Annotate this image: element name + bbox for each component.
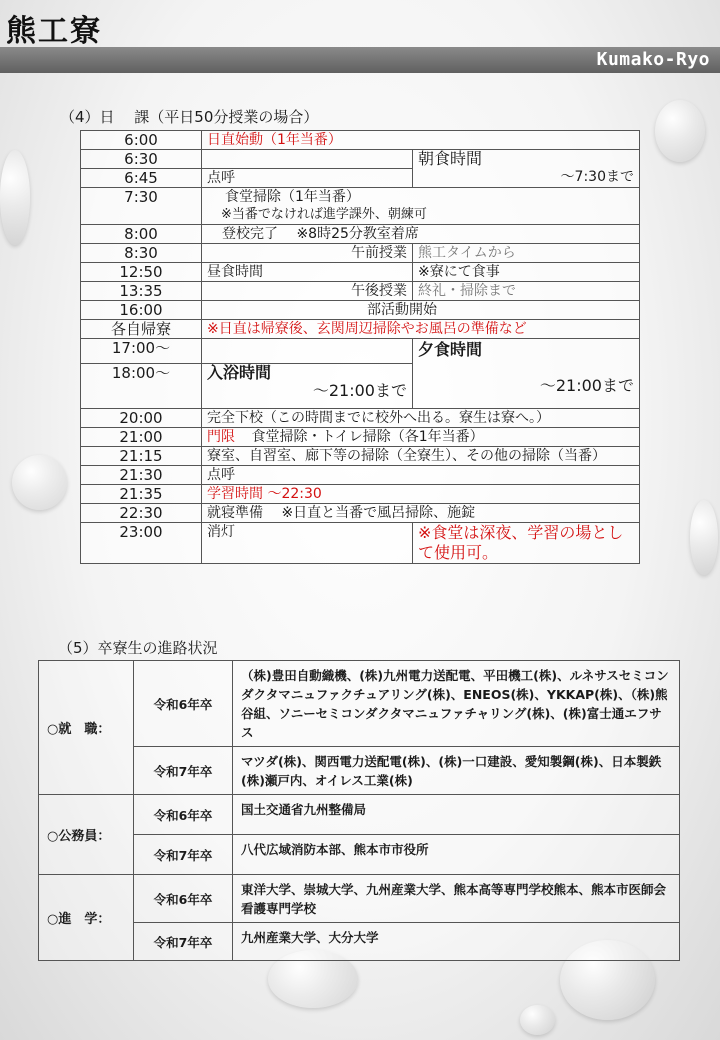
- table-row: 21:15 寮室、自習室、廊下等の掃除（全寮生）、その他の掃除（当番）: [81, 447, 640, 466]
- table-row: 7:30 食堂掃除（1年当番） ※当番でなければ進学課外、朝練可: [81, 188, 640, 225]
- brand-label: Kumako-Ryo: [596, 49, 710, 70]
- table-row: 6:00 日直始動（1年当番）: [81, 131, 640, 150]
- page-title: 熊工寮: [6, 14, 102, 49]
- water-drop-decoration: [0, 150, 30, 245]
- table-row: 6:45 点呼: [81, 169, 640, 188]
- graduates-table: [38, 660, 680, 961]
- table-row: 12:50 昼食時間 ※寮にて食事: [81, 263, 640, 282]
- table-row: 各自帰寮 ※日直は帰寮後、玄関周辺掃除やお風呂の準備など: [81, 320, 640, 339]
- bath-cell: 入浴時間 ～21:00まで: [202, 364, 413, 409]
- graduates-title: （5）卒寮生の進路状況: [58, 639, 218, 657]
- table-row: 16:00 部活動開始: [81, 301, 640, 320]
- water-drop-decoration: [655, 100, 705, 162]
- water-drop-decoration: [520, 1005, 555, 1035]
- table-row: ○進 学： 令和6年卒 東洋大学、崇城大学、九州産業大学、熊本高等専門学校熊本、熊本市医師会看護専門学校: [39, 875, 680, 923]
- table-row: 23:00 消灯 ※食堂は深夜、学習の場として使用可。: [81, 523, 640, 564]
- table-row: 6:30 朝食時間 ～7:30まで: [81, 150, 640, 169]
- table-row: 令和7年卒 九州産業大学、大分大学: [39, 923, 680, 961]
- table-row: 令和7年卒 八代広域消防本部、熊本市市役所: [39, 835, 680, 875]
- schedule-table: [80, 130, 640, 564]
- table-row: 22:30 就寝準備 ※日直と当番で風呂掃除、施錠: [81, 504, 640, 523]
- table-row: ○公務員： 令和6年卒 国土交通省九州整備局: [39, 795, 680, 835]
- table-row: 17:00～ 夕食時間 ～21:00まで: [81, 339, 640, 364]
- table-row: 8:30 午前授業 熊工タイムから: [81, 244, 640, 263]
- table-row: 21:00 門限 食堂掃除・トイレ掃除（各1年当番）: [81, 428, 640, 447]
- table-row: 18:00～ 入浴時間 ～21:00まで: [81, 364, 640, 409]
- water-drop-decoration: [690, 500, 718, 575]
- breakfast-cell: 朝食時間 ～7:30まで: [413, 150, 640, 188]
- table-row: 令和7年卒 マツダ(株)、関西電力送配電(株)、(株)一口建設、愛知製鋼(株)、日本製鉄(株)瀬戸内、オイレス工業(株): [39, 747, 680, 795]
- table-row: 21:35 学習時間 ～22:30: [81, 485, 640, 504]
- water-drop-decoration: [12, 455, 67, 510]
- table-row: 21:30 点呼: [81, 466, 640, 485]
- table-row: 20:00 完全下校（この時間までに校外へ出る。寮生は寮へ。）: [81, 409, 640, 428]
- table-row: ○就 職： 令和6年卒 （株)豊田自動織機、(株)九州電力送配電、平田機工(株)、ルネサスセミコンダクタマニュファクチュアリング(株)、ENEOS(株)、YKKAP(株)、（株)熊谷組、ソニーセミコンダクタマニュファチャリング(株)、(株)富士通エフサス: [39, 661, 680, 747]
- schedule-title: （4）日 課（平日50分授業の場合）: [60, 108, 319, 126]
- table-row: 13:35 午後授業 終礼・掃除まで: [81, 282, 640, 301]
- table-row: 8:00 登校完了 ※8時25分教室着席: [81, 225, 640, 244]
- dinner-cell: 夕食時間 ～21:00まで: [413, 339, 640, 409]
